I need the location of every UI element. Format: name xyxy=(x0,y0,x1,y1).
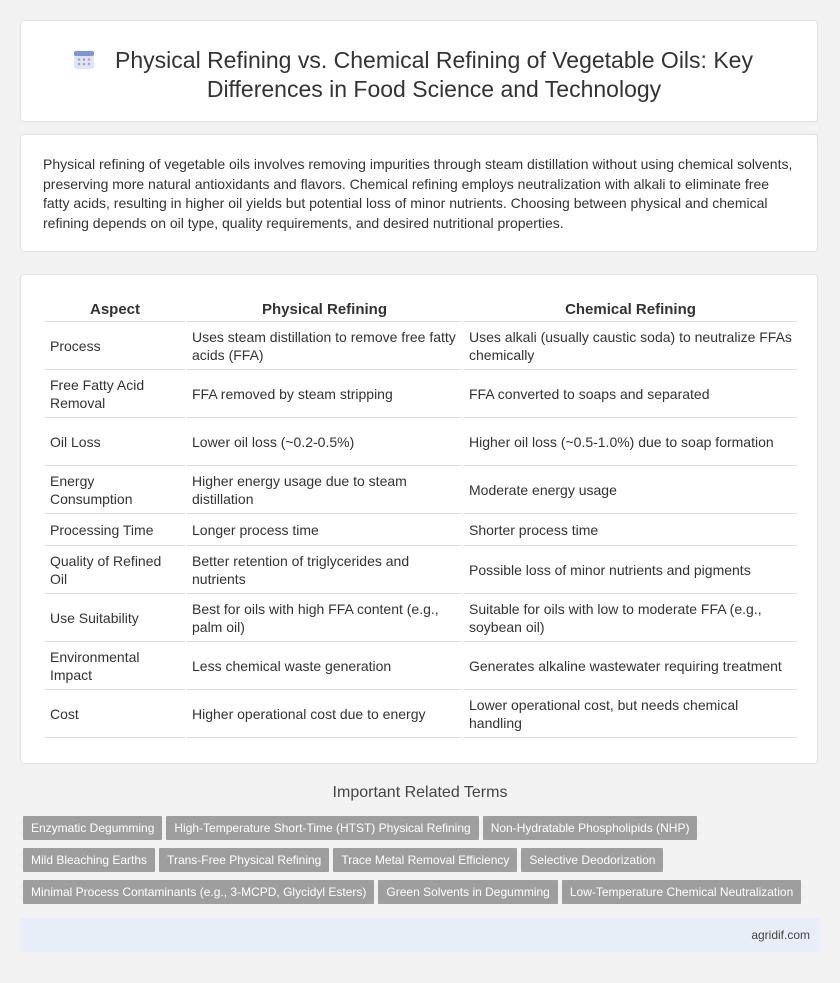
table-row xyxy=(45,466,797,514)
table-cell-aspect: Environmental Impact xyxy=(45,642,185,690)
table-row xyxy=(45,514,797,546)
related-term-tag[interactable]: Trace Metal Removal Efficiency xyxy=(333,848,517,872)
related-term-tag[interactable]: High-Temperature Short-Time (HTST) Physical Refining xyxy=(166,816,478,840)
table-row xyxy=(45,594,797,642)
page-title: Physical Refining vs. Chemical Refining of Vegetable Oils: Key Differences in Food Science and Technology xyxy=(115,47,753,102)
table-cell-chemical: Higher oil loss (~0.5-1.0%) due to soap formation xyxy=(464,418,797,466)
table-row xyxy=(45,322,797,370)
table-cell-physical: Higher energy usage due to steam distillation xyxy=(187,466,462,514)
table-row xyxy=(45,690,797,738)
intro-paragraph: Physical refining of vegetable oils involves removing impurities through steam distillation without using chemical solvents, preserving more natural antioxidants and flavors. Chemical refining employs neutralization with alkali to eliminate free fatty acids, resulting in higher oil yields but potential loss of minor nutrients. Choosing between physical and chemical refining depends on oil type, quality requirements, and desired nutritional properties. xyxy=(43,156,793,231)
table-cell-chemical: Possible loss of minor nutrients and pigments xyxy=(464,546,797,594)
column-header-aspect: Aspect xyxy=(45,295,185,322)
related-terms-heading: Important Related Terms xyxy=(332,784,508,801)
related-term-tag[interactable]: Enzymatic Degumming xyxy=(23,816,162,840)
table-cell-aspect: Process xyxy=(45,322,185,370)
table-cell-aspect: Processing Time xyxy=(45,514,185,546)
table-cell-physical: Higher operational cost due to energy xyxy=(187,690,462,738)
related-term-tag[interactable]: Non-Hydratable Phospholipids (NHP) xyxy=(483,816,698,840)
table-row xyxy=(45,418,797,466)
table-row xyxy=(45,546,797,594)
table-cell-aspect: Use Suitability xyxy=(45,594,185,642)
table-cell-physical: FFA removed by steam stripping xyxy=(187,370,462,418)
related-terms-list xyxy=(23,816,813,912)
comparison-table xyxy=(43,295,799,738)
related-term-tag[interactable]: Mild Bleaching Earths xyxy=(23,848,155,872)
table-cell-physical: Less chemical waste generation xyxy=(187,642,462,690)
related-term-tag[interactable]: Trans-Free Physical Refining xyxy=(159,848,329,872)
table-cell-physical: Best for oils with high FFA content (e.g., palm oil) xyxy=(187,594,462,642)
table-cell-aspect: Free Fatty Acid Removal xyxy=(45,370,185,418)
related-term-tag[interactable]: Low-Temperature Chemical Neutralization xyxy=(562,880,801,904)
table-cell-aspect: Quality of Refined Oil xyxy=(45,546,185,594)
table-cell-chemical: Generates alkaline wastewater requiring treatment xyxy=(464,642,797,690)
table-row xyxy=(45,370,797,418)
table-cell-physical: Lower oil loss (~0.2-0.5%) xyxy=(187,418,462,466)
footer-site-link[interactable]: agridif.com xyxy=(751,928,810,942)
table-cell-chemical: Lower operational cost, but needs chemical handling xyxy=(464,690,797,738)
table-cell-physical: Better retention of triglycerides and nutrients xyxy=(187,546,462,594)
footer xyxy=(20,918,820,952)
table-cell-aspect: Oil Loss xyxy=(45,418,185,466)
table-cell-chemical: Uses alkali (usually caustic soda) to neutralize FFAs chemically xyxy=(464,322,797,370)
table-cell-chemical: Suitable for oils with low to moderate FFA (e.g., soybean oil) xyxy=(464,594,797,642)
table-cell-physical: Longer process time xyxy=(187,514,462,546)
column-header-chemical: Chemical Refining xyxy=(464,295,797,322)
table-cell-chemical: Shorter process time xyxy=(464,514,797,546)
related-term-tag[interactable]: Green Solvents in Degumming xyxy=(378,880,557,904)
table-cell-aspect: Energy Consumption xyxy=(45,466,185,514)
related-term-tag[interactable]: Minimal Process Contaminants (e.g., 3-MCPD, Glycidyl Esters) xyxy=(23,880,374,904)
table-cell-physical: Uses steam distillation to remove free fatty acids (FFA) xyxy=(187,322,462,370)
table-header-row xyxy=(45,295,797,322)
table-cell-chemical: Moderate energy usage xyxy=(464,466,797,514)
table-cell-aspect: Cost xyxy=(45,690,185,738)
intro-card xyxy=(20,134,818,252)
column-header-physical: Physical Refining xyxy=(187,295,462,322)
related-term-tag[interactable]: Selective Deodorization xyxy=(521,848,663,872)
title-card xyxy=(20,20,818,122)
table-row xyxy=(45,642,797,690)
comparison-table-card xyxy=(20,274,818,764)
table-cell-chemical: FFA converted to soaps and separated xyxy=(464,370,797,418)
